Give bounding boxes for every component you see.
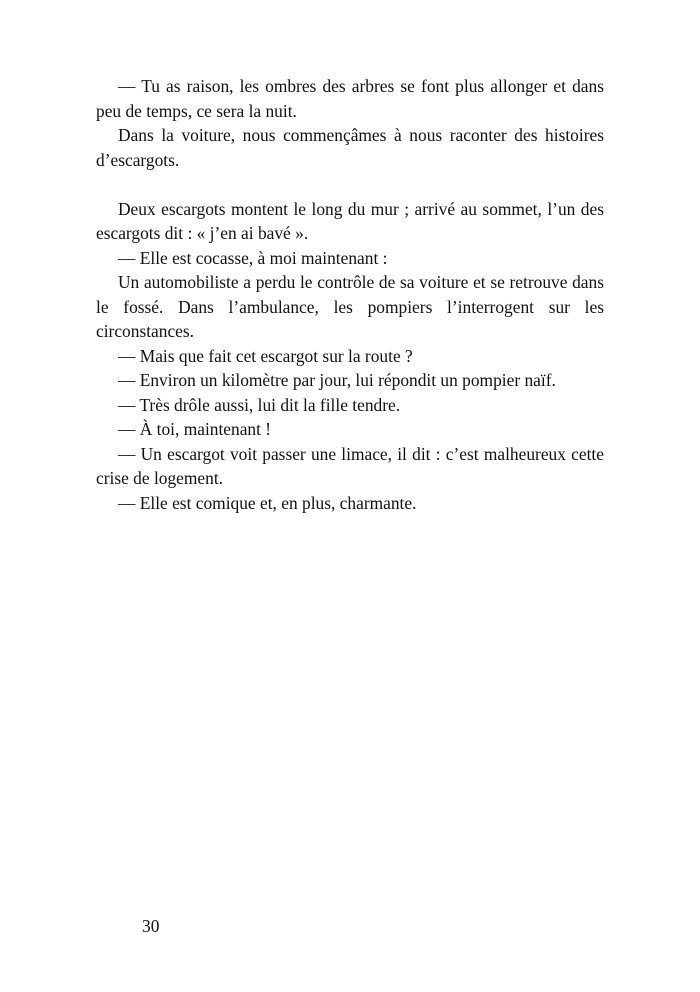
paragraph-8: — Très drôle aussi, lui dit la fille tendre. [118, 394, 401, 415]
page-body [96, 74, 604, 515]
paragraph-5: Un automobiliste a perdu le contrôle de sa voiture et se retrouve dans le fossé. Dans l’ambulance, les pompiers l’interrogent sur les circonstances. [96, 272, 604, 341]
page-number: 30 [142, 916, 160, 936]
paragraph-6: — Mais que fait cet escargot sur la route ? [118, 345, 413, 366]
section-break [96, 172, 604, 197]
paragraph-3: Deux escargots montent le long du mur ; arrivé au sommet, l’un des escargots dit : « j’en ai bavé ». [96, 198, 604, 243]
paragraph-10: — Un escargot voit passer une limace, il dit : c’est malheureux cette crise de logement. [96, 443, 604, 488]
paragraph-1: — Tu as raison, les ombres des arbres se font plus allonger et dans peu de temps, ce sera la nuit. [96, 76, 604, 121]
paragraph-11: — Elle est comique et, en plus, charmante. [118, 492, 417, 513]
paragraph-2: Dans la voiture, nous commençâmes à nous raconter des histoires d’escargots. [96, 125, 604, 170]
paragraph-9: — À toi, maintenant ! [118, 419, 272, 439]
paragraph-4: — Elle est cocasse, à moi maintenant : [118, 247, 388, 268]
paragraph-7: — Environ un kilomètre par jour, lui répondit un pompier naïf. [118, 370, 556, 390]
